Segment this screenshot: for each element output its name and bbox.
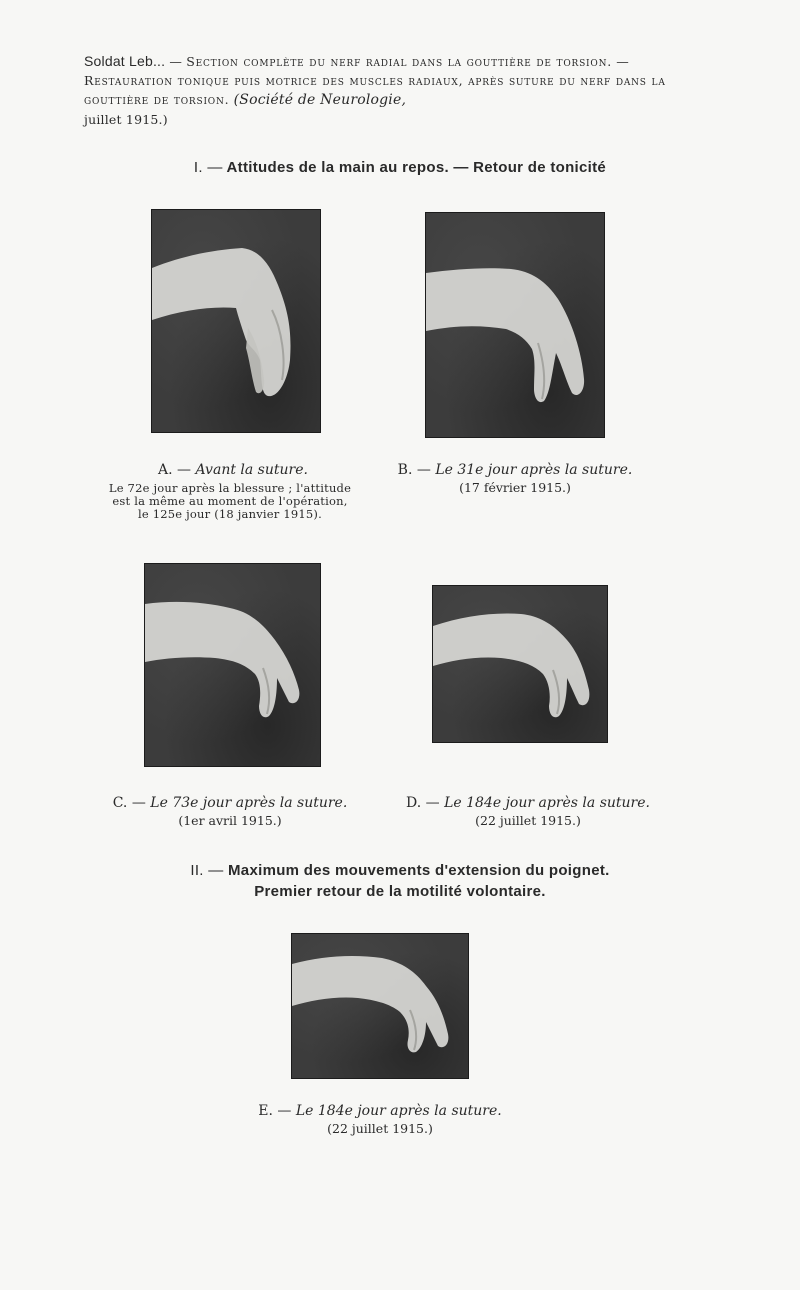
header-dash-1: — — [165, 54, 187, 69]
section-1-title — [100, 157, 700, 178]
header-dash-2: — — [612, 54, 629, 69]
caption-e-date: (22 juillet 1915.) — [327, 1121, 433, 1136]
caption-b-letter: B. — — [397, 462, 431, 478]
caption-a-letter: A. — — [158, 462, 192, 478]
photo-c — [144, 563, 321, 767]
section-1-heading: Attitudes de la main au repos. — Retour de tonicité — [226, 159, 607, 176]
header-source: (Société de Neurologie, — [233, 92, 407, 108]
caption-b-text: Le 31e jour après la suture. — [435, 462, 633, 478]
caption-b-date: (17 février 1915.) — [459, 480, 571, 495]
photo-e — [291, 933, 469, 1079]
section-2-heading-line-2: Premier retour de la motilité volontaire. — [254, 883, 546, 900]
caption-c-letter: C. — — [112, 795, 146, 811]
document-header — [84, 52, 684, 129]
caption-e-letter: E. — — [258, 1103, 292, 1119]
caption-c-text: Le 73e jour après la suture. — [150, 795, 348, 811]
note-a-line-1: Le 72e jour après la blessure ; l'attitude — [108, 481, 352, 495]
caption-c-date: (1er avril 1915.) — [178, 813, 282, 828]
hand-photo-icon — [152, 210, 320, 432]
caption-a-text: Avant la suture. — [195, 462, 308, 478]
caption-e-text: Le 184e jour après la suture. — [295, 1103, 502, 1119]
hand-photo-icon — [426, 213, 604, 437]
hand-photo-icon — [145, 564, 320, 766]
photo-b — [425, 212, 605, 438]
photo-d — [432, 585, 608, 743]
section-1-number: I. — — [193, 159, 223, 176]
header-date: juillet 1915.) — [84, 112, 168, 127]
caption-d-letter: D. — — [406, 795, 440, 811]
caption-d — [378, 795, 678, 829]
section-2-title — [100, 860, 700, 902]
note-a-line-3: le 125e jour (18 janvier 1915). — [138, 507, 322, 521]
section-2-number: II. — — [190, 862, 224, 879]
note-a-line-2: est la même au moment de l'opération, — [112, 494, 348, 508]
photo-a — [151, 209, 321, 433]
caption-d-text: Le 184e jour après la suture. — [444, 795, 650, 811]
header-part-2: Restauration tonique puis motrice des muscles radiaux, après suture du nerf dans la gouttière de torsion. — [84, 73, 666, 107]
caption-b — [370, 462, 660, 496]
section-2-heading-line-1: Maximum des mouvements d'extension du poignet. — [228, 862, 610, 879]
header-part-1: Section complète du nerf radial dans la gouttière de torsion. — [186, 54, 613, 69]
hand-photo-icon — [292, 934, 468, 1078]
header-lead: Soldat Leb... — [84, 53, 166, 69]
caption-c — [85, 795, 375, 829]
note-a — [80, 482, 380, 521]
caption-e — [230, 1103, 530, 1137]
caption-d-date: (22 juillet 1915.) — [475, 813, 581, 828]
hand-photo-icon — [433, 586, 607, 742]
caption-a — [108, 462, 358, 479]
